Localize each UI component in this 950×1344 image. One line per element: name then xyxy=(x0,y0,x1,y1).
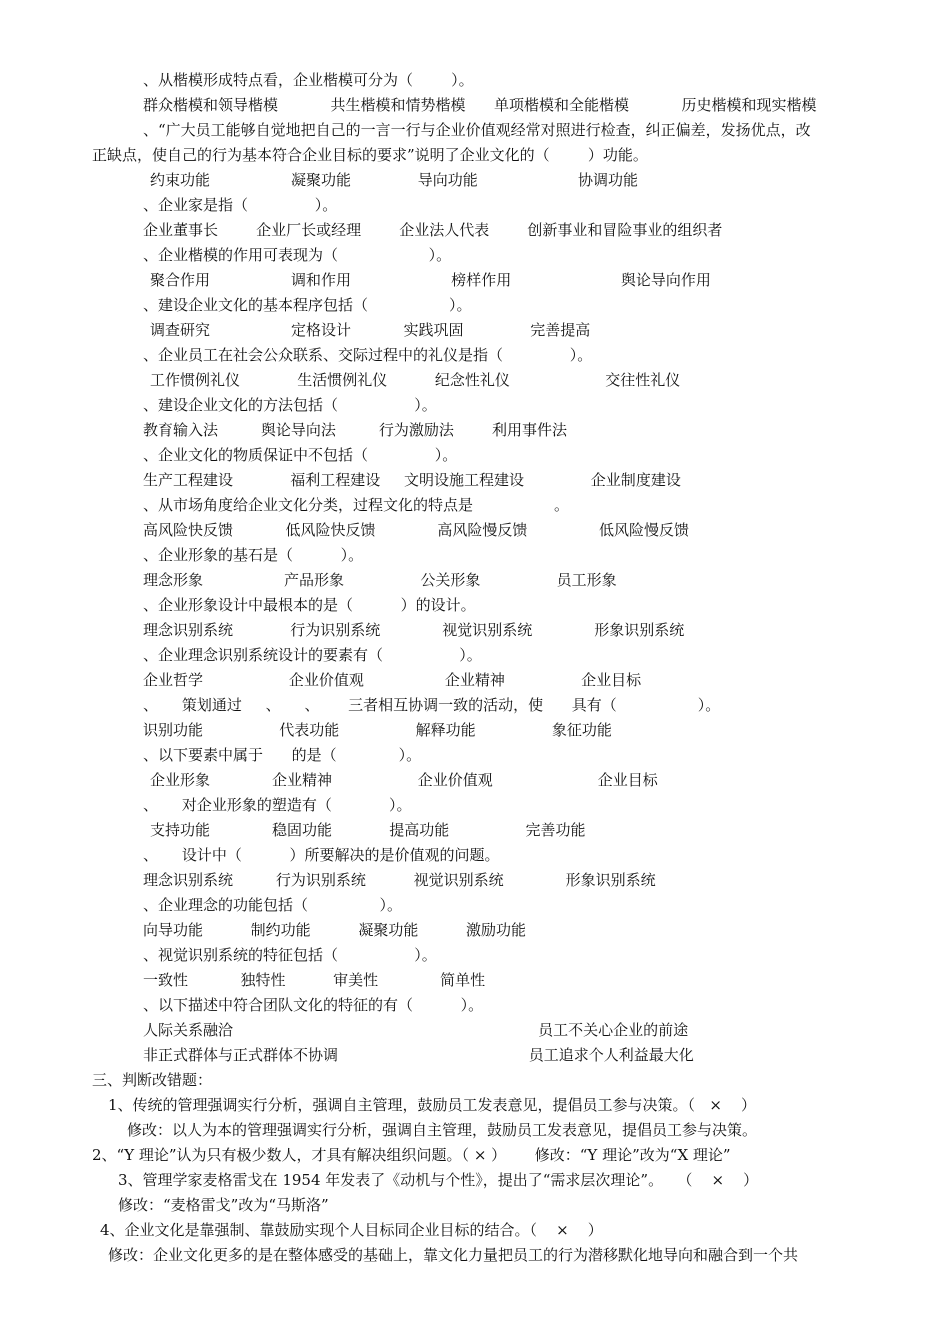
options-line: 工作惯例礼仪 生活惯例礼仪 纪念性礼仪 交往性礼仪 xyxy=(150,371,681,389)
question-line: 、建设企业文化的方法包括（ ）。 xyxy=(143,396,437,414)
question-line: 、企业形象的基石是（ ）。 xyxy=(143,546,364,564)
question-line: 、“广大员工能够自觉地把自己的一言一行与企业价值观经常对照进行检查，纠正偏差，发扬优点，改 xyxy=(143,121,811,139)
question-line: 、 设计中（ ）所要解决的是价值观的问题。 xyxy=(143,846,500,864)
question-line: 、企业文化的物质保证中不包括（ ）。 xyxy=(143,446,458,464)
question-line: 、视觉识别系统的特征包括（ ）。 xyxy=(143,946,437,964)
options-line: 理念形象 产品形象 公关形象 员工形象 xyxy=(143,571,617,589)
options-line: 调查研究 定格设计 实践巩固 完善提高 xyxy=(150,321,591,339)
options-line: 理念识别系统 行为识别系统 视觉识别系统 形象识别系统 xyxy=(143,621,685,639)
options-line: 聚合作用 调和作用 榜样作用 舆论导向作用 xyxy=(150,271,711,289)
true-false-item: 3、管理学家麦格雷戈在 1954 年发表了《动机与个性》，提出了“需求层次理论”。 （ × ） xyxy=(118,1171,759,1189)
question-line: 、企业楷模的作用可表现为（ ）。 xyxy=(143,246,452,264)
correction-line: 修改：“麦格雷戈”改为“马斯洛” xyxy=(118,1196,329,1214)
true-false-item: 2、“Y 理论”认为只有极少数人，才具有解决组织问题。（ × ） 修改：“Y 理论”改为“X 理论” xyxy=(92,1146,731,1164)
correction-line: 修改：企业文化更多的是在整体感受的基础上，靠文化力量把员工的行为潜移默化地导向和融合到一个共 xyxy=(108,1246,799,1264)
question-line: 、企业员工在社会公众联系、交际过程中的礼仪是指（ ）。 xyxy=(143,346,593,364)
section-heading: 三、判断改错题： xyxy=(92,1071,213,1089)
options-line: 约束功能 凝聚功能 导向功能 协调功能 xyxy=(150,171,638,189)
options-line: 教育输入法 舆论导向法 行为激励法 利用事件法 xyxy=(143,421,567,439)
options-line: 一致性 独特性 审美性 简单性 xyxy=(143,971,486,989)
true-false-item: 1、传统的管理强调实行分析，强调自主管理，鼓励员工发表意见，提倡员工参与决策。（ × ） xyxy=(108,1096,756,1114)
options-line: 向导功能 制约功能 凝聚功能 激励功能 xyxy=(143,921,527,939)
true-false-item: 4、企业文化是靠强制、靠鼓励实现个人目标同企业目标的结合。（ × ） xyxy=(100,1221,603,1239)
options-line: 企业形象 企业精神 企业价值观 企业目标 xyxy=(150,771,658,789)
question-line: 、从楷模形成特点看，企业楷模可分为（ ）。 xyxy=(143,71,474,89)
options-line: 非正式群体与正式群体不协调 员工追求个人利益最大化 xyxy=(143,1046,694,1064)
question-line: 、企业家是指（ ）。 xyxy=(143,196,338,214)
options-line: 识别功能 代表功能 解释功能 象征功能 xyxy=(143,721,612,739)
options-line: 企业董事长 企业厂长或经理 企业法人代表 创新事业和冒险事业的组织者 xyxy=(143,221,723,239)
question-line: 、 策划通过 、 、 三者相互协调一致的活动，使 具有（ ）。 xyxy=(143,696,721,714)
question-line: 、企业形象设计中最根本的是（ ）的设计。 xyxy=(143,596,476,614)
options-line: 群众楷模和领导楷模 共生楷模和情势楷模 单项楷模和全能楷模 历史楷模和现实楷模 xyxy=(143,96,817,114)
question-line: 、企业理念的功能包括（ ）。 xyxy=(143,896,403,914)
options-line: 高风险快反馈 低风险快反馈 高风险慢反馈 低风险慢反馈 xyxy=(143,521,689,539)
question-line: 、企业理念识别系统设计的要素有（ ）。 xyxy=(143,646,482,664)
question-line: 、建设企业文化的基本程序包括（ ）。 xyxy=(143,296,472,314)
options-line: 人际关系融洽 员工不关心企业的前途 xyxy=(143,1021,689,1039)
options-line: 企业哲学 企业价值观 企业精神 企业目标 xyxy=(143,671,642,689)
correction-line: 修改：以人为本的管理强调实行分析，强调自主管理，鼓励员工发表意见，提倡员工参与决策。 xyxy=(127,1121,758,1139)
options-line: 支持功能 稳固功能 提高功能 完善功能 xyxy=(150,821,586,839)
question-line: 、从市场角度给企业文化分类，过程文化的特点是 。 xyxy=(143,496,570,514)
options-line: 理念识别系统 行为识别系统 视觉识别系统 形象识别系统 xyxy=(143,871,656,889)
question-line: 、以下描述中符合团队文化的特征的有（ ）。 xyxy=(143,996,484,1014)
question-line: 、 对企业形象的塑造有（ ）。 xyxy=(143,796,412,814)
question-line: 正缺点，使自己的行为基本符合企业目标的要求”说明了企业文化的（ ）功能。 xyxy=(92,146,648,164)
options-line: 生产工程建设 福利工程建设 文明设施工程建设 企业制度建设 xyxy=(143,471,681,489)
question-line: 、以下要素中属于 的是（ ）。 xyxy=(143,746,422,764)
